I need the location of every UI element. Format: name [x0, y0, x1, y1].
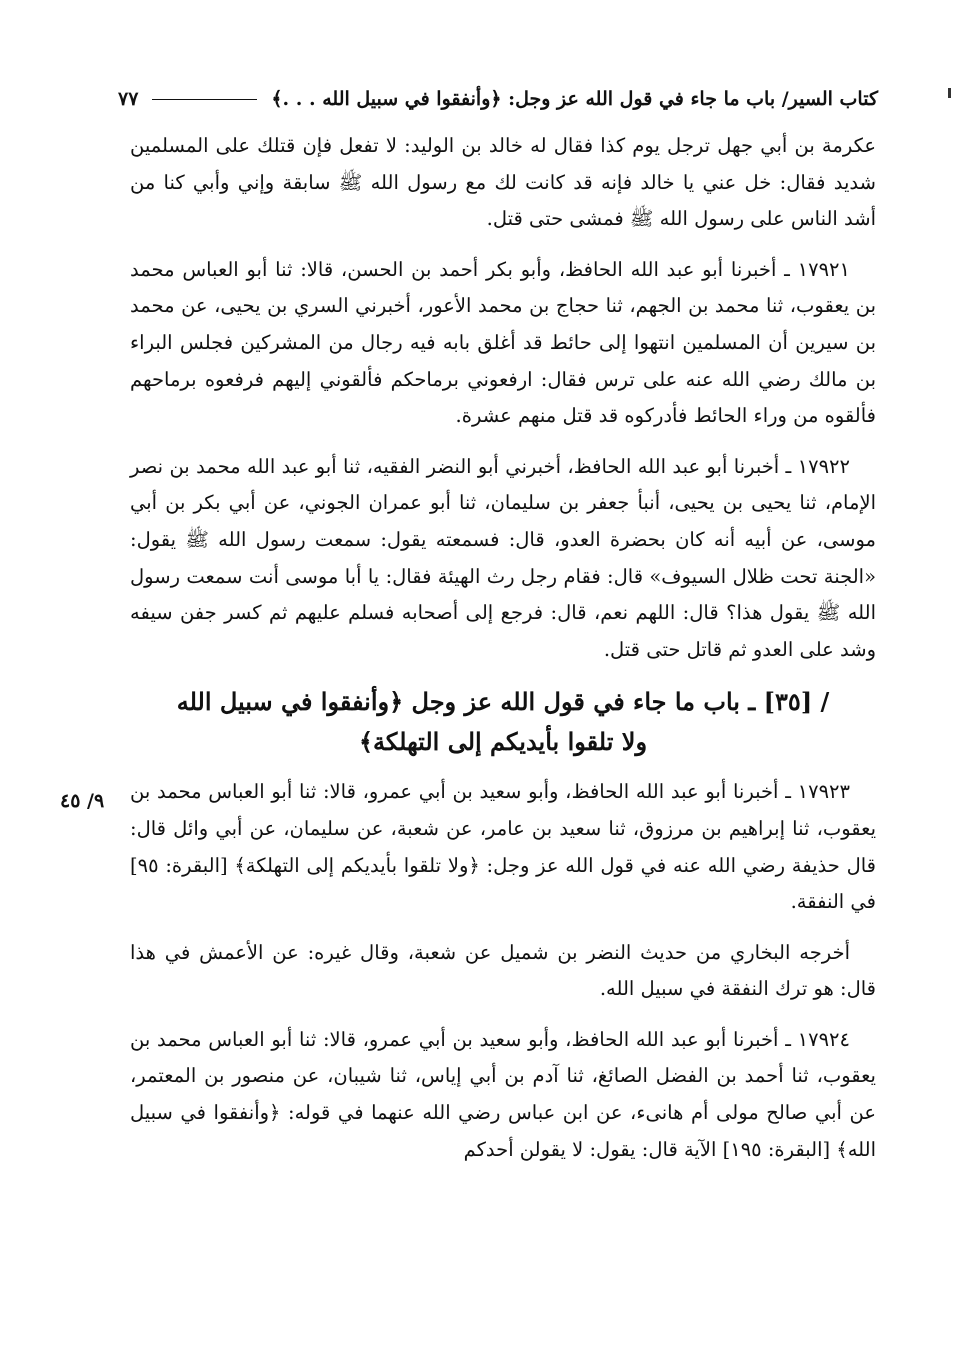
hadith-17923: ١٧٩٢٣ ـ أخبرنا أبو عبد الله الحافظ، وأبو سعيد بن أبي عمرو، قالا: ثنا أبو العباس محمد بن يعقوب، ثنا إبراهيم بن مرزوق، ثنا سعيد بن عامر، عن شعبة، عن سليمان، عن أبي وائل قال: قال حذيفة رضي الله عنه في قول الله عز وجل: ﴿ولا تلقوا بأيديكم إلى التهلكة﴾ [البقرة: ٩٥] في النفقة. — [130, 780, 876, 914]
header-rule — [152, 99, 257, 100]
chapter-heading-line-1: / [٣٥] ـ باب ما جاء في قول الله عز وجل ﴿وأنفقوا في سبيل الله — [176, 687, 830, 717]
paragraph-continuation: عكرمة بن أبي جهل ترجل يوم كذا فقال له خالد بن الوليد: لا تفعل فإن قتلك على المسلمين شديد فقال: خل عني يا خالد فإنه قد كانت لك مع رسول الله ﷺ سابقة وإني وأبي كنا من أشد الناس على رسول الله ﷺ فمشى حتى قتل. — [130, 134, 876, 231]
commentary-paragraph: أخرجه البخاري من حديث النضر بن شميل عن شعبة، وقال غيره: عن الأعمش في هذا قال: هو ترك النفقة في سبيل الله. — [130, 940, 876, 1001]
hadith-17924: ١٧٩٢٤ ـ أخبرنا أبو عبد الله الحافظ، وأبو سعيد بن أبي عمرو، قالا: ثنا أبو العباس محمد بن يعقوب، ثنا أحمد بن الفضل الصائغ، ثنا آدم بن أبي إياس، ثنا شيبان، عن منصور بن المعتمر، عن أبي صالح مولى أم هانىء، عن ابن عباس رضي الله عنهما في قوله: ﴿وأنفقوا في سبيل الله﴾ [البقرة: ١٩٥] الآية قال: يقول: لا يقولن أحدكم — [130, 1027, 876, 1161]
hadith-17921: ١٧٩٢١ ـ أخبرنا أبو عبد الله الحافظ، وأبو بكر أحمد بن الحسن، قالا: ثنا أبو العباس محمد بن يعقوب، ثنا محمد بن الجهم، ثنا حجاج بن محمد الأعور، أخبرني السري بن يحيى، عن محمد بن سيرين أن المسلمين انتهوا إلى حائط قد أغلق بابه فيه رجال من المشركين فجلس البراء بن مالك رضي الله عنه على ترس فقال: ارفعوني برماحكم فألقوني إليهم فرفعوه برماحهم فألقوه من وراء الحائط فأدركوه قد قتل منهم عشرة. — [130, 257, 876, 428]
margin-volume-page-reference: ٩/ ٤٥ — [60, 790, 105, 812]
chapter-heading-line-2: ولا تلقوا بأيديكم إلى التهلكة﴾ — [358, 727, 648, 757]
body-text — [130, 128, 876, 1182]
header-title: كتاب السير/ باب ما جاء في قول الله عز وجل: ﴿وأنفقوا في سبيل الله . . .﴾ — [271, 88, 878, 110]
page-edge-mark — [948, 88, 951, 98]
hadith-17922: ١٧٩٢٢ ـ أخبرنا أبو عبد الله الحافظ، أخبرني أبو النضر الفقيه، ثنا أبو عبد الله محمد بن نصر الإمام، ثنا يحيى بن يحيى، أنبأ جعفر بن سليمان، ثنا أبو عمران الجوني، عن أبي بكر بن أبي موسى، عن أبيه أنه كان بحضرة العدو، قال: فسمعته يقول: سمعت رسول الله ﷺ يقول: «الجنة تحت ظلال السيوف» قال: فقام رجل رث الهيئة فقال: يا أبا موسى أنت سمعت رسول الله ﷺ يقول هذا؟ قال: اللهم نعم، قال: فرجع إلى أصحابه فسلم عليهم ثم كسر جفن سيفه وشد على العدو ثم قاتل حتى قتل. — [130, 454, 876, 661]
chapter-heading — [130, 682, 876, 762]
page-number: ٧٧ — [118, 88, 139, 110]
running-header — [118, 82, 878, 116]
